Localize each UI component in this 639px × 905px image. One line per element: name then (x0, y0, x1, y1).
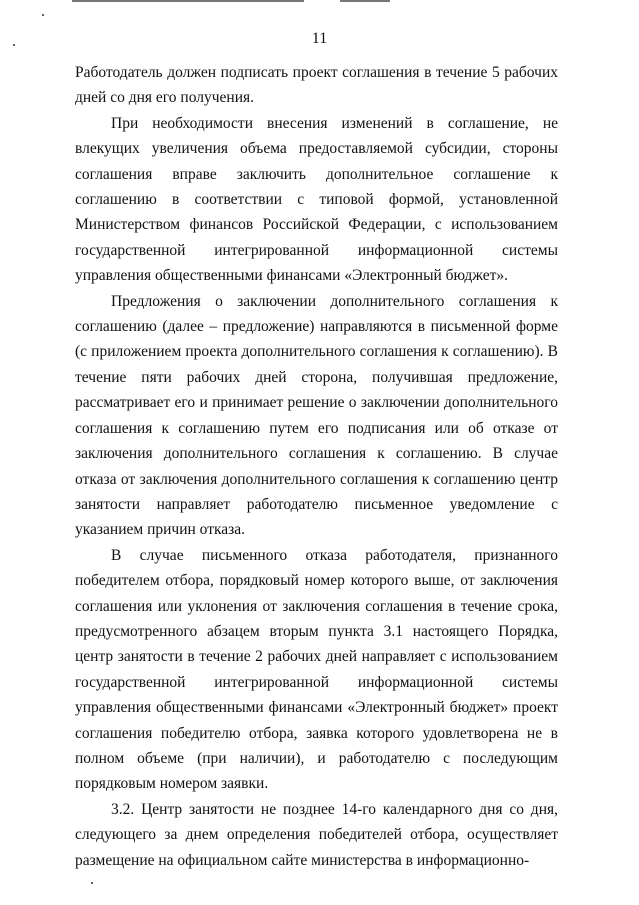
paragraph-4: В случае письменного отказа работодателя, признанного победителем отбора, порядковый номер которого выше, от заключения соглашения или уклонения от заключения соглашения в течение срока, предусмотренного абзацем вторым пункта 3.1 настоящего Порядка, центр занятости в течение 2 рабочих дней направляет с использованием государственной интегрированной информационной системы управления общественными финансами «Электронный бюджет» проект соглашения победителю отбора, заявка которого удовлетворена не в полном объеме (при наличии), и работодателю с последующим порядковым номером заявки. (75, 546, 558, 793)
page-number: 11 (311, 30, 328, 47)
paragraph-2: При необходимости внесения изменений в соглашение, не влекущих увеличения объема предоставляемой субсидии, стороны соглашения вправе заключить дополнительное соглашение к соглашению в соответствии с типовой формой, установленной Министерством финансов Российской Федерации, с использованием государственной интегрированной информационной системы управления общественными финансами «Электронный бюджет». (75, 114, 558, 285)
scan-artifact-dot (91, 882, 93, 884)
paragraph-1: Работодатель должен подписать проект соглашения в течение 5 рабочих дней со дня его получения. (75, 64, 558, 107)
scan-edge-mark (72, 0, 304, 2)
scan-artifact-dot (42, 14, 44, 16)
document-body (75, 60, 558, 873)
paragraph-5: 3.2. Центр занятости не позднее 14-го календарного дня со дня, следующего за днем определения победителей отбора, осуществляет размещение на официальном сайте министерства в информационно- (75, 800, 558, 869)
paragraph-3: Предложения о заключении дополнительного соглашения к соглашению (далее – предложение) направляются в письменной форме (с приложением проекта дополнительного соглашения к соглашению). В течение пяти рабочих дней сторона, получившая предложение, рассматривает его и принимает решение о заключении дополнительного соглашения к соглашению путем его подписания или об отказе от заключения дополнительного соглашения к соглашению. В случае отказа от заключения дополнительного соглашения к соглашению центр занятости направляет работодателю письменное уведомление с указанием причин отказа. (75, 292, 558, 539)
scan-edge-mark (340, 0, 390, 2)
